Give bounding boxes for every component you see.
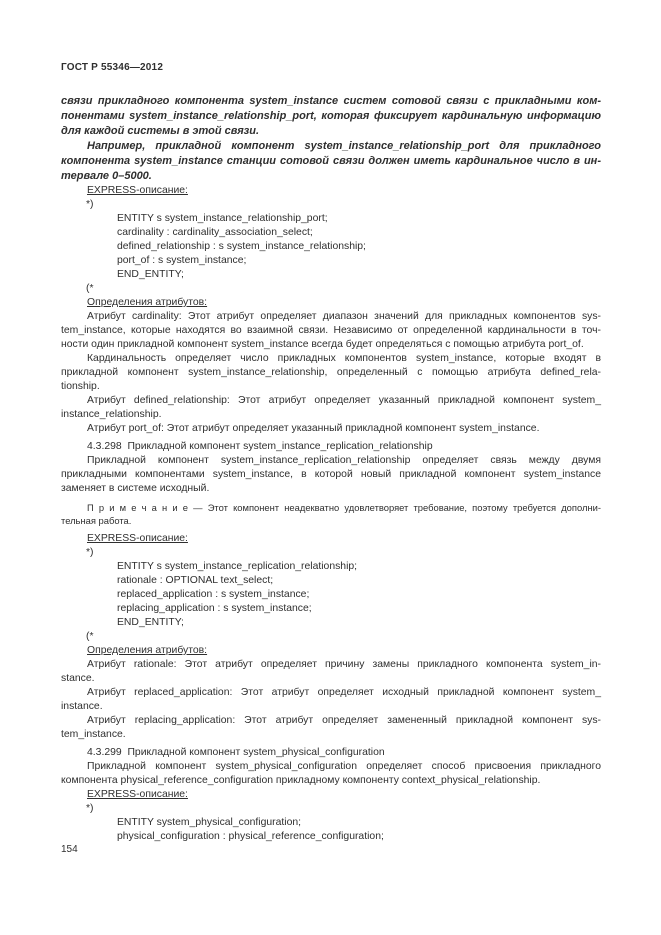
doc-content [61, 94, 601, 844]
code-open-marker: *) [86, 199, 94, 210]
text-line: stance. [61, 673, 95, 684]
text-line: END_ENTITY; [117, 269, 184, 280]
paragraph [61, 394, 601, 422]
express-code [61, 560, 601, 630]
text-line: ENTITY s system_instance_relationship_port; [117, 213, 328, 224]
text-line: defined_relationship : s system_instance_relationship; [117, 241, 366, 252]
text-line: tem_instance. [61, 729, 126, 740]
express-description-label: EXPRESS-описание: [87, 789, 188, 800]
text-line: replaced_application : s system_instance; [117, 589, 310, 600]
code-close-marker: (* [86, 283, 94, 294]
paragraph [61, 422, 601, 436]
paragraph [61, 658, 601, 686]
text-line: Прикладной компонент system_instance_replication_relationship определяет связь между двумя [87, 455, 601, 466]
text-line: прикладной компонент system_instance_relationship, определенный с помощью атрибута defined_rela- [61, 367, 601, 378]
lead-paragraph [61, 139, 601, 184]
text-line: cardinality : cardinality_association_select; [117, 227, 313, 238]
text-line: прикладными компонентами system_instance, в которой новый прикладной компонент system_instance [61, 469, 601, 480]
section-heading: 4.3.298 Прикладной компонент system_instance_replication_relationship [87, 441, 433, 452]
attribute-definitions-label: Определения атрибутов: [87, 297, 208, 308]
text-line: Атрибут replacing_application: Этот атрибут определяет замененный прикладной компонент sys- [87, 715, 601, 726]
text-line: Прикладной компонент system_physical_configuration определяет способ присвоения прикладного [87, 761, 601, 772]
text-line: tem_instance, которые находятся во взаимной связи. Независимо от определенной кардинальности в точ- [61, 325, 601, 336]
text-line: понентами system_instance_relationship_port, которая фиксирует кардинальную информацию [61, 110, 601, 122]
express-code [61, 816, 601, 844]
paragraph [61, 686, 601, 714]
code-open-marker: *) [86, 803, 94, 814]
text-line: для каждой системы в этой связи. [61, 125, 260, 137]
text-line: компонента physical_reference_configuration прикладному компоненту context_physical_relationship. [61, 775, 541, 786]
doc-header: ГОСТ Р 55346—2012 [61, 62, 164, 73]
express-description-label: EXPRESS-описание: [87, 533, 188, 544]
text-line: ности один прикладной компонент system_instance всегда будет определяться с помощью атрибута port_of. [61, 339, 584, 350]
paragraph [61, 714, 601, 742]
paragraph [61, 310, 601, 352]
text-line: компонента system_instance станции сотовой связи должен иметь кардинальное число в ин- [61, 155, 601, 167]
attribute-definitions-label: Определения атрибутов: [87, 645, 208, 656]
text-line: Атрибут replaced_application: Этот атрибут определяет исходный прикладной компонент system_ [87, 687, 601, 698]
text-line: связи прикладного компонента system_instance систем сотовой связи с прикладными ком- [61, 95, 601, 107]
note [61, 501, 601, 527]
section-heading: 4.3.299 Прикладной компонент system_physical_configuration [87, 747, 385, 758]
text-line: instance_relationship. [61, 409, 162, 420]
text-line: Кардинальность определяет число прикладных компонентов system_instance, которые входят в [87, 353, 601, 364]
express-description-label: EXPRESS-описание: [87, 185, 188, 196]
text-line: tionship. [61, 381, 100, 392]
text-line: replacing_application : s system_instance; [117, 603, 312, 614]
text-line: physical_configuration : physical_reference_configuration; [117, 831, 384, 842]
text-line: П р и м е ч а н и е — Этот компонент неадекватно удовлетворяет требование, поэтому требуется дополни- [87, 502, 601, 513]
code-close-marker: (* [86, 631, 94, 642]
text-line: ENTITY s system_instance_replication_relationship; [117, 561, 358, 572]
text-line: тервале 0–5000. [61, 170, 152, 182]
text-line: Атрибут port_of: Этот атрибут определяет указанный прикладной компонент system_instance. [87, 423, 540, 434]
page-number: 154 [61, 844, 78, 855]
paragraph [61, 352, 601, 394]
code-open-marker: *) [86, 547, 94, 558]
text-line: Например, прикладной компонент system_instance_relationship_port для прикладного [87, 140, 601, 152]
text-line: Атрибут defined_relationship: Этот атрибут определяет указанный прикладной компонент system_ [87, 395, 601, 406]
text-line: port_of : s system_instance; [117, 255, 247, 266]
lead-paragraph [61, 94, 601, 139]
text-line: rationale : OPTIONAL text_select; [117, 575, 274, 586]
text-line: тельная работа. [61, 515, 132, 526]
paragraph [61, 760, 601, 788]
text-line: instance. [61, 701, 103, 712]
text-line: заменяет в системе исходный. [61, 483, 210, 494]
text-line: Атрибут rationale: Этот атрибут определяет причину замены прикладного компонента system_in- [87, 659, 601, 670]
text-line: Атрибут cardinality: Этот атрибут определяет диапазон значений для прикладных компонентов sys- [87, 311, 601, 322]
paragraph [61, 454, 601, 496]
text-line: ENTITY system_physical_configuration; [117, 817, 302, 828]
text-line: END_ENTITY; [117, 617, 184, 628]
express-code [61, 212, 601, 282]
